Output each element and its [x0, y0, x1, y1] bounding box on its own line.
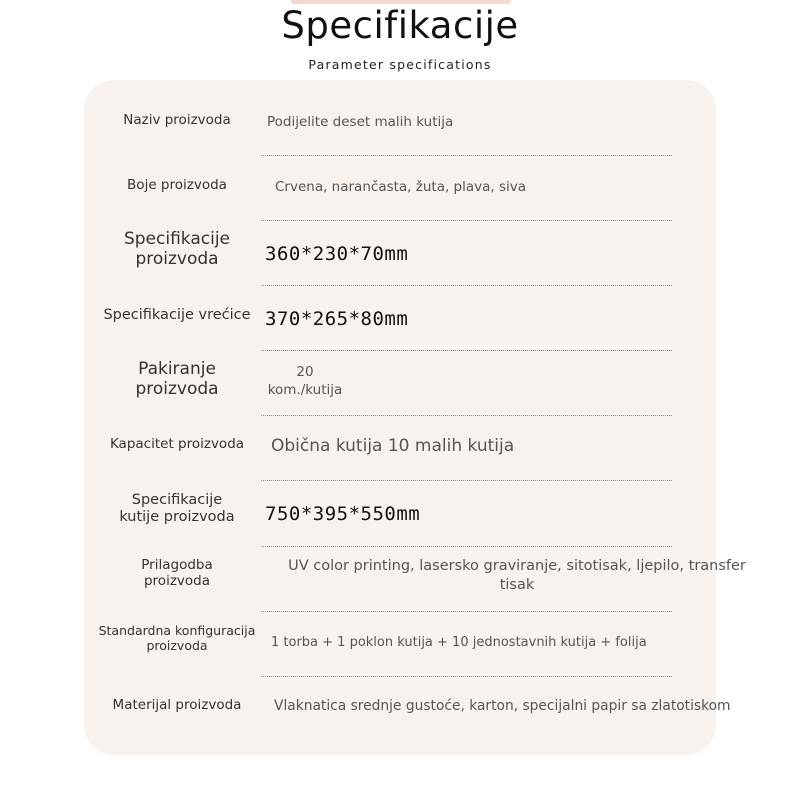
row-value-naziv: Podijelite deset malih kutija [267, 114, 454, 130]
row-value-materijal: Vlaknatica srednje gustoće, karton, specijalni papir sa zlatotiskom [274, 698, 731, 714]
row-divider [261, 611, 672, 612]
row-label-boje: Boje proizvoda [127, 177, 227, 193]
row-label-pakiranje: Pakiranje proizvoda [135, 359, 219, 400]
row-label-specifikacije: Specifikacije proizvoda [123, 229, 231, 270]
row-divider [261, 676, 672, 677]
row-divider [261, 415, 672, 416]
row-divider [261, 546, 672, 547]
row-label-konfiguracija: Standardna konfiguracija proizvoda [98, 623, 256, 653]
row-value-vrecica: 370*265*80mm [265, 308, 409, 330]
row-value-kapacitet: Obična kutija 10 malih kutija [271, 436, 515, 456]
row-value-konfiguracija: 1 torba + 1 poklon kutija + 10 jednostavnih kutija + folija [271, 635, 647, 650]
row-label-naziv: Naziv proizvoda [123, 112, 231, 128]
row-value-pakiranje: 20 kom./kutija [267, 364, 343, 399]
row-value-prilagodba: UV color printing, lasersko graviranje, sitotisak, ljepilo, transfer tisak [288, 558, 746, 593]
row-label-prilagodba: Prilagodba proizvoda [141, 557, 213, 589]
row-value-kutija: 750*395*550mm [265, 503, 421, 525]
row-label-kapacitet: Kapacitet proizvoda [109, 436, 245, 452]
row-value-specifikacije: 360*230*70mm [265, 243, 409, 265]
row-label-vrecica: Specifikacije vrećice [103, 307, 251, 323]
row-divider [261, 285, 672, 286]
row-divider [261, 350, 672, 351]
page-subtitle: Parameter specifications [308, 57, 492, 72]
row-label-kutija: Specifikacije kutije proizvoda [119, 492, 235, 526]
row-value-boje: Crvena, narančasta, žuta, plava, siva [275, 179, 527, 195]
row-divider [261, 155, 672, 156]
row-label-materijal: Materijal proizvoda [112, 697, 242, 713]
row-divider [261, 480, 672, 481]
page-title: Specifikacije [281, 4, 519, 47]
row-divider [261, 220, 672, 221]
